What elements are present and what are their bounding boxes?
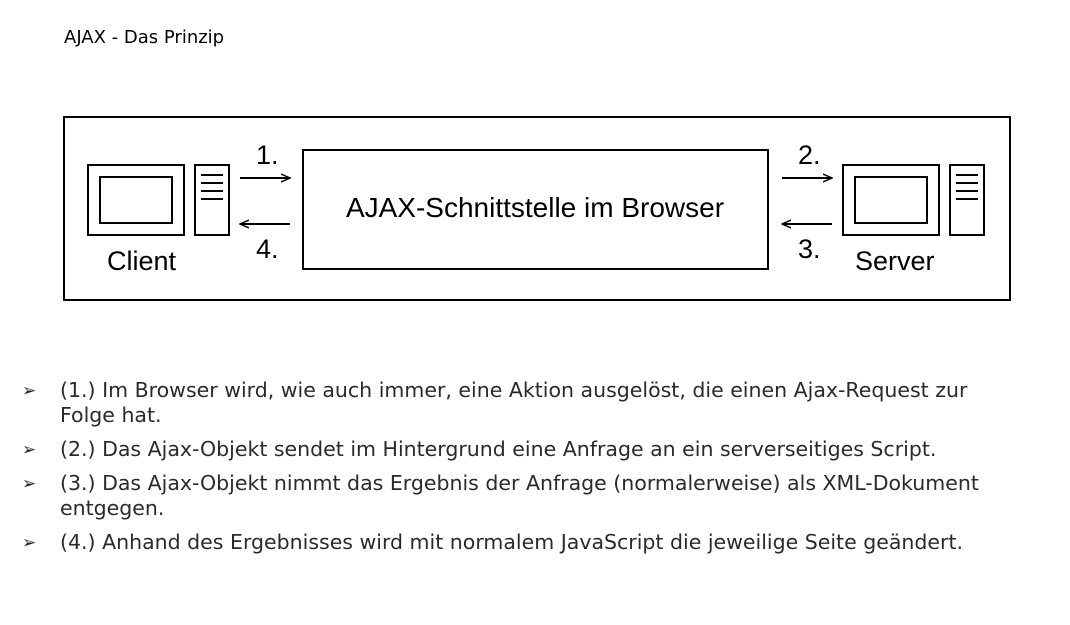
step-4-label: 4. (256, 234, 279, 264)
list-item-text: (2.) Das Ajax-Objekt sendet im Hintergrund eine Anfrage an ein serverseitiges Script. (60, 437, 937, 461)
list-item (22, 437, 1022, 462)
list-item-text: (4.) Anhand des Ergebnisses wird mit normalem JavaScript die jeweilige Seite geändert. (60, 530, 964, 554)
arrow-bullet-icon: ➢ (22, 440, 37, 460)
arrow-bullet-icon: ➢ (22, 533, 37, 553)
list-item-text: (1.) Im Browser wird, wie auch immer, eine Aktion ausgelöst, die einen Ajax-Request zur Folge hat. (60, 378, 968, 427)
step-1-label: 1. (256, 140, 279, 170)
client-label: Client (107, 246, 177, 276)
list-item (22, 378, 1022, 428)
step-list (22, 378, 1022, 564)
step-3-label: 3. (798, 234, 821, 264)
list-item-text: (3.) Das Ajax-Objekt nimmt das Ergebnis der Anfrage (normalerweise) als XML-Dokument entgegen. (60, 471, 979, 520)
arrow-bullet-icon: ➢ (22, 381, 37, 401)
list-item (22, 530, 1022, 555)
server-label: Server (855, 246, 935, 276)
ajax-interface-label: AJAX-Schnittstelle im Browser (345, 192, 725, 223)
list-item (22, 471, 1022, 521)
arrow-bullet-icon: ➢ (22, 474, 37, 494)
step-2-label: 2. (798, 140, 821, 170)
page-title: AJAX - Das Prinzip (64, 27, 225, 48)
